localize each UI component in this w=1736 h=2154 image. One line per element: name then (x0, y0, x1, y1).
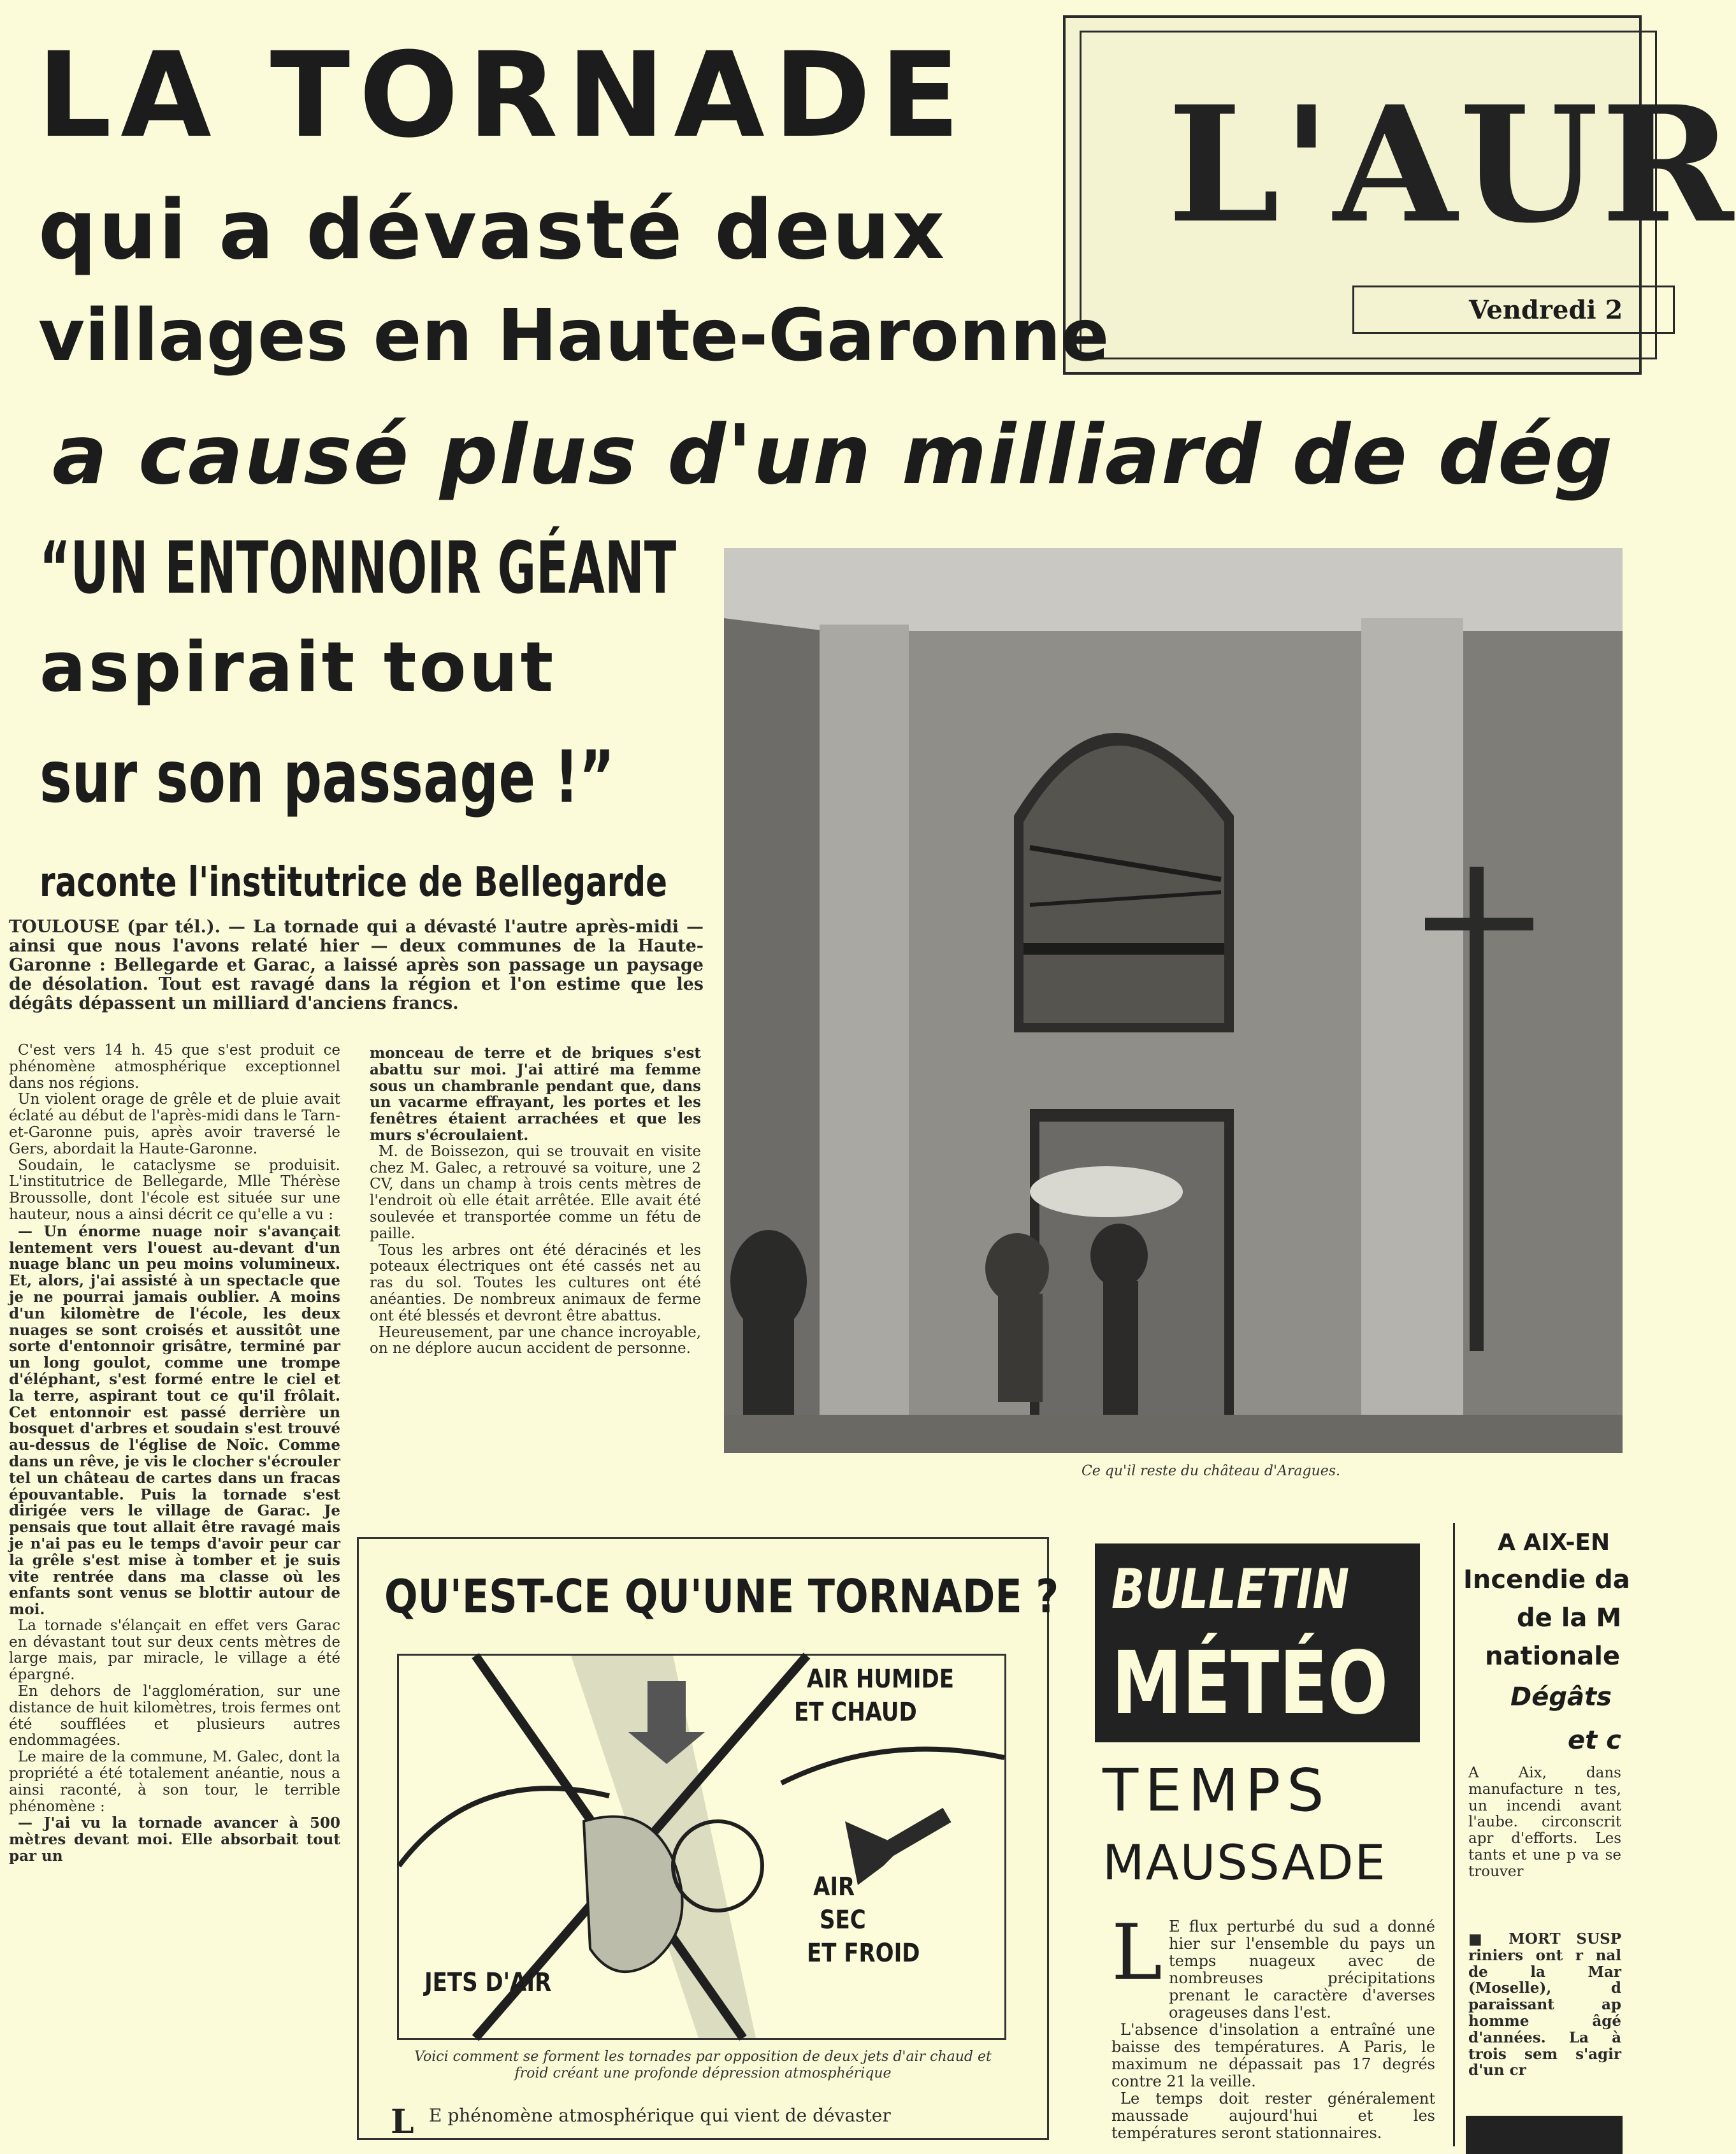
article-paragraph: Le maire de la commune, M. Galec, dont la propriété a été totalement anéantie, nous a ainsi raconté, à son tour, le terrible phénomène : (9, 1749, 340, 1815)
explainer-dropcap: L (391, 2102, 414, 2141)
meteo-text (1111, 1909, 1435, 2142)
right-text-2: ■ MORT SUSP riniers ont r nal de la Mar (Moselle), d paraissant ap homme âgé d'années. La à trois sem s'agir d'un cr (1468, 1930, 1621, 2079)
article-column-1 (9, 1043, 340, 2139)
meteo-dropcap: L (1111, 1909, 1162, 1997)
article-paragraph: M. de Boissezon, qui se trouvait en visite chez M. Galec, a retrouvé sa voiture, une 2 CV, dans un champ à trois cents mètres de l'endroit où elle était arrêtée. Elle avait été soulevée et transportée comme un fétu de paille. (370, 1143, 701, 1242)
masthead-name: L'AUR (1168, 71, 1736, 258)
meteo-tag-line1: BULLETIN (1111, 1558, 1350, 1621)
meteo-paragraph: Le temps doit rester généralement maussade aujourd'hui et les températures seront stationnaires. (1111, 2090, 1435, 2142)
article-lead: TOULOUSE (par tél.). — La tornade qui a dévasté l'autre après-midi — ainsi que nous l'avons relaté hier — deux communes de la Haute-Garonne : Bellegarde et Garac, a laissé après son passage un paysage de désolation. Tout est ravagé dans la région et l'on estime que les dégâts dépassent un milliard d'anciens francs. (9, 917, 704, 1013)
right-heading-3: de la M (1517, 1603, 1622, 1633)
article-paragraph: — Un énorme nuage noir s'avançait lentement vers l'ouest au-devant d'un nuage blanc un peu moins volumineux. Et, alors, j'ai assisté à un spectacle que je ne pourrai jamais oublier. A moins d'un kilomètre de l'école, les deux nuages se sont croisés et aussitôt une sorte d'entonnoir grisâtre, terminé par un long goulot, comme une trompe d'éléphant, s'est formé entre le ciel et la terre, aspirant tout ce qu'il frôlait. Cet entonnoir est passé derrière un bosquet d'arbres et soudain s'est trouvé au-dessus de l'église de Noïc. Comme dans un rêve, je vis le clocher s'écrouler tel un château de cartes dans un fracas épouvantable. Puis la tornade s'est dirigée vers le village de Garac. Je pensais que tout allait être ravagé mais je n'ai pas eu le temps d'avoir peur car la grêle s'est mise à tomber et je suis vite rentrée dans ma classe où les enfants sont venus se blottir autour de moi. (9, 1222, 340, 1619)
right-heading-5: Dégâts (1510, 1682, 1612, 1712)
label-air-jets: JETS D'AIR (424, 1968, 552, 1997)
subhead-line3: sur son passage !” (40, 736, 615, 819)
tornado-diagram (397, 1654, 1006, 2040)
right-heading-1: A AIX-EN (1498, 1529, 1610, 1556)
right-text-1: A Aix, dans manufacture n tes, un incendi avant l'aube. circonscrit apr d'efforts. Les tants et une p va se trouver (1468, 1765, 1621, 1880)
article-paragraph: La tornade s'élançait en effet vers Garac en dévastant tout sur deux cents mètres de large mais, par miracle, le village a été épargné. (9, 1617, 340, 1684)
right-heading-6: et c (1568, 1726, 1621, 1755)
article-paragraph: — J'ai vu la tornade avancer à 500 mètres devant moi. Elle absorbait tout par un (9, 1814, 340, 1865)
masthead-date: Vendredi 2 (1469, 295, 1623, 325)
right-heading-4: nationale (1485, 1642, 1621, 1671)
article-paragraph: Tous les arbres ont été déracinés et les poteaux électriques ont été cassés net au ras du sol. Toutes les cultures ont été anéanties. De nombreux animaux de ferme ont été blessés et devront être abattus. (370, 1241, 701, 1324)
meteo-tag-line2: MÉTÉO (1111, 1633, 1389, 1734)
chateau-photo (724, 548, 1623, 1453)
diagram-caption: Voici comment se forment les tornades par opposition de deux jets d'air chaud et froid créant une profonde dépression atmosphérique (414, 2049, 992, 2081)
article-paragraph: Soudain, le cataclysme se produisit. L'institutrice de Bellegarde, Mlle Thérèse Broussolle, dont l'école est située sur une hauteur, nous a ainsi décrit ce qu'elle a vu : (9, 1157, 340, 1223)
meteo-paragraph: E flux perturbé du sud a donné hier sur l'ensemble du pays un temps nuageux avec de nombreuses précipitations prenant le caractère d'averses orageuses dans l'est. (1169, 1918, 1435, 2021)
explainer-body-start: E phénomène atmosphérique qui vient de dévaster (429, 2105, 891, 2126)
tornado-explainer-box (357, 1537, 1059, 2141)
headline-kicker: LA TORNADE (37, 27, 969, 164)
meteo-headline-2: MAUSSADE (1103, 1834, 1387, 1891)
label-warm-air-1: AIR HUMIDE (807, 1665, 954, 1694)
article-paragraph: En dehors de l'agglomération, sur une distance de huit kilomètres, trois fermes ont été soufflées et plusieurs autres endommagées. (9, 1683, 340, 1749)
column-rule (1453, 1523, 1455, 2146)
right-heading-2: Incendie da (1463, 1565, 1630, 1594)
subhead-line1: “UN ENTONNOIR GÉANT (40, 527, 677, 610)
masthead-frame (1063, 15, 1736, 375)
meteo-paragraph: L'absence d'insolation a entraîné une baisse des températures. A Paris, le maximum ne dépassait pas 17 degrés contre 21 la veille. (1111, 2021, 1435, 2090)
meteo-tag (1095, 1543, 1420, 1742)
meteo-headline-1: TEMPS (1103, 1756, 1331, 1825)
article-paragraph: C'est vers 14 h. 45 que s'est produit ce phénomène atmosphérique exceptionnel dans nos régions. (9, 1042, 340, 1092)
label-dry-air-2: SEC (820, 1905, 866, 1935)
headline-line3: villages en Haute-Garonne (38, 294, 1110, 377)
subhead-line2: aspirait tout (40, 628, 556, 707)
headline-line4: a causé plus d'un milliard de dég (52, 408, 1614, 503)
right-column (1453, 1523, 1630, 2146)
label-dry-air-1: AIR (813, 1872, 855, 1902)
article-paragraph: monceau de terre et de briques s'est abattu sur moi. J'ai attiré ma femme sous un chambranle pendant que, dans un vacarme effrayant, les portes et les fenêtres étaient arrachées et que les murs s'écroulaient. (370, 1044, 701, 1144)
headline-line2: qui a dévasté deux (38, 183, 947, 278)
label-dry-air-3: ET FROID (807, 1939, 920, 1968)
masthead-date-box (1352, 286, 1675, 334)
article-column-2 (370, 1045, 701, 1491)
explainer-title: QU'EST-CE QU'UNE TORNADE ? (384, 1570, 1059, 1623)
article-paragraph: Un violent orage de grêle et de pluie avait éclaté au début de l'après-midi dans le Tarn-et-Garonne puis, après avoir traversé le Gers, abordait la Haute-Garonne. (9, 1091, 340, 1157)
subhead-byline: raconte l'institutrice de Bellegarde (40, 859, 667, 906)
photo-caption: Ce qu'il reste du château d'Aragues. (1081, 1463, 1341, 1479)
label-warm-air-2: ET CHAUD (794, 1698, 917, 1727)
article-paragraph: Heureusement, par une chance incroyable, on ne déplore aucun accident de personne. (370, 1324, 701, 1357)
chateau-ruin-illustration (724, 548, 1623, 1453)
right-bottom-block (1466, 2116, 1623, 2154)
